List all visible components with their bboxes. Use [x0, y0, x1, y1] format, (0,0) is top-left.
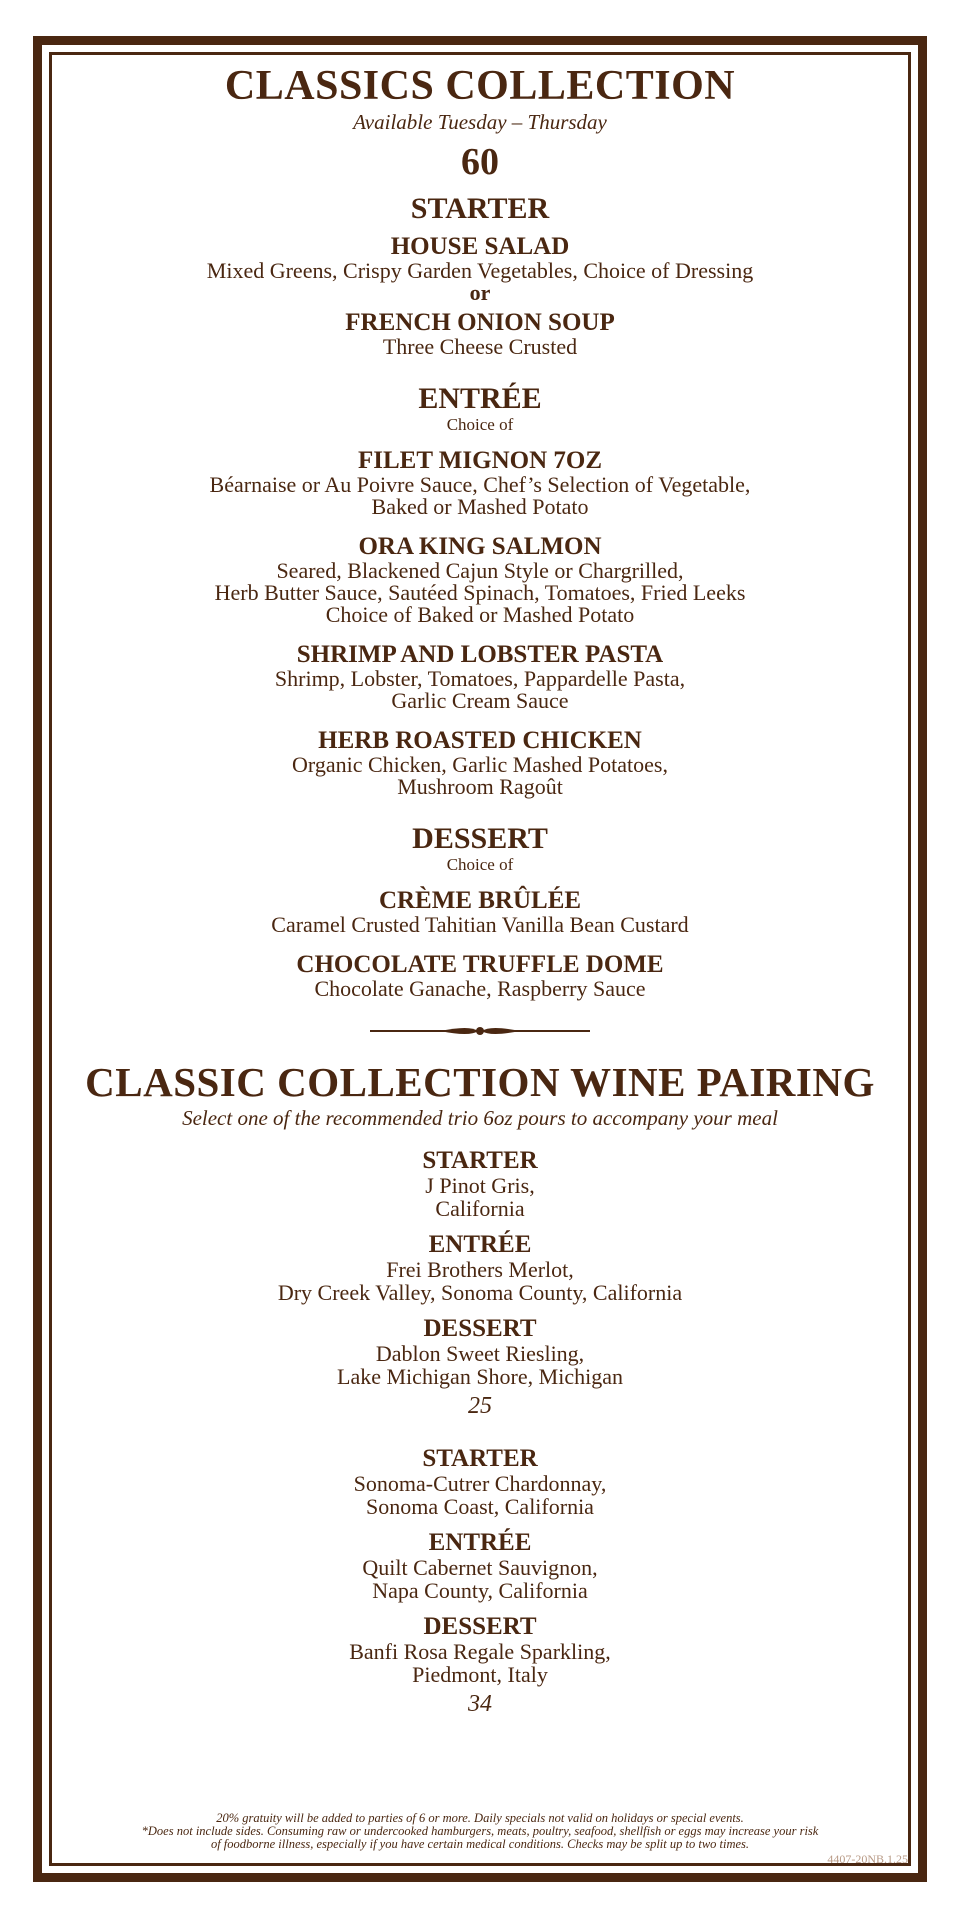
item-name: CRÈME BRÛLÉE: [378, 887, 582, 914]
item-desc: Shrimp, Lobster, Tomatoes, Pappardelle Pasta,: [274, 666, 686, 691]
ornamental-divider: [370, 1020, 590, 1042]
wine-pairing-subtitle: Select one of the recommended trio 6oz pours to accompany your meal: [182, 1106, 778, 1130]
wine-course-heading: DESSERT: [423, 1315, 537, 1342]
item-name: ORA KING SALMON: [358, 533, 602, 560]
item-name: SHRIMP AND LOBSTER PASTA: [296, 641, 664, 668]
item-name: HERB ROASTED CHICKEN: [318, 727, 642, 754]
menu-title: CLASSICS COLLECTION: [224, 63, 736, 109]
dessert-heading: DESSERT: [412, 822, 548, 855]
availability-text: Available Tuesday – Thursday: [353, 110, 607, 134]
wine-course-heading: ENTRÉE: [428, 1231, 532, 1258]
wine-course-heading: ENTRÉE: [428, 1529, 532, 1556]
entree-heading: ENTRÉE: [418, 382, 542, 415]
dessert-choice-note: Choice of: [446, 855, 514, 874]
item-desc: Three Cheese Crusted: [382, 334, 578, 359]
wine-course: [60, 1148, 900, 1220]
footer-line: *Does not include sides. Consuming raw or undercooked hamburgers, meats, poultry, seafood, shellfish or eggs may increase your risk: [141, 1824, 819, 1838]
wine-course-heading: STARTER: [422, 1445, 538, 1472]
wine-line: J Pinot Gris,: [425, 1173, 535, 1198]
menu-item-ora-king-salmon: [60, 534, 900, 626]
entree-choice-note: Choice of: [446, 415, 514, 434]
menu-item-shrimp-lobster-pasta: [60, 642, 900, 712]
item-desc: Caramel Crusted Tahitian Vanilla Bean Custard: [271, 912, 689, 937]
item-desc: Mushroom Ragoût: [397, 774, 563, 799]
wine-pairing-option: [60, 1148, 900, 1420]
wine-line: Napa County, California: [372, 1578, 588, 1603]
wine-course-heading: DESSERT: [423, 1613, 537, 1640]
item-name: CHOCOLATE TRUFFLE DOME: [296, 951, 664, 978]
menu-item-chocolate-truffle-dome: [60, 952, 900, 1000]
footer-line: of foodborne illness, especially if you have certain medical conditions. Checks may be split up to two times.: [210, 1837, 750, 1851]
wine-line: Dry Creek Valley, Sonoma County, California: [277, 1280, 683, 1305]
item-desc: Chocolate Ganache, Raspberry Sauce: [314, 976, 646, 1001]
item-desc: Garlic Cream Sauce: [391, 688, 569, 713]
item-desc: Béarnaise or Au Poivre Sauce, Chef’s Selection of Vegetable,: [209, 472, 751, 497]
wine-course: [60, 1446, 900, 1518]
item-desc: Herb Butter Sauce, Sautéed Spinach, Tomatoes, Fried Leeks: [214, 580, 746, 605]
menu-item-filet-mignon: [60, 448, 900, 518]
menu-price: 60: [461, 141, 499, 183]
footer-disclaimer: [60, 1812, 900, 1851]
item-desc: Seared, Blackened Cajun Style or Chargrilled,: [276, 558, 684, 583]
item-name: HOUSE SALAD: [390, 233, 570, 260]
wine-pairing-price: 25: [468, 1393, 492, 1419]
wine-line: Banfi Rosa Regale Sparkling,: [349, 1639, 611, 1664]
wine-line: Dablon Sweet Riesling,: [375, 1341, 585, 1366]
wine-line: Frei Brothers Merlot,: [386, 1257, 574, 1282]
menu-item-french-onion-soup: [60, 310, 900, 358]
wine-line: Piedmont, Italy: [412, 1662, 548, 1687]
item-desc: Mixed Greens, Crispy Garden Vegetables, Choice of Dressing: [206, 258, 754, 283]
menu-content: [60, 60, 900, 1718]
item-name: FILET MIGNON 7OZ: [357, 447, 603, 474]
item-desc: Baked or Mashed Potato: [371, 494, 589, 519]
wine-course: [60, 1530, 900, 1602]
wine-course: [60, 1614, 900, 1686]
wine-pairing-option: [60, 1446, 900, 1718]
wine-line: Quilt Cabernet Sauvignon,: [362, 1555, 598, 1580]
item-desc: Organic Chicken, Garlic Mashed Potatoes,: [292, 752, 668, 777]
or-separator: or: [469, 280, 491, 305]
menu-code: 4407-20NB.1.25: [827, 1852, 908, 1866]
wine-line: Sonoma-Cutrer Chardonnay,: [353, 1471, 607, 1496]
wine-course: [60, 1316, 900, 1388]
wine-line: Sonoma Coast, California: [366, 1494, 594, 1519]
menu-item-creme-brulee: [60, 888, 900, 936]
menu-item-herb-roasted-chicken: [60, 728, 900, 798]
wine-course: [60, 1232, 900, 1304]
wine-course-heading: STARTER: [422, 1147, 538, 1174]
footer-line: 20% gratuity will be added to parties of 6 or more. Daily specials not valid on holidays or special events.: [216, 1811, 744, 1825]
starter-heading: STARTER: [410, 192, 550, 225]
menu-item-house-salad: [60, 234, 900, 282]
wine-pairing-title: CLASSIC COLLECTION WINE PAIRING: [85, 1059, 875, 1105]
wine-line: Lake Michigan Shore, Michigan: [337, 1364, 623, 1389]
item-desc: Choice of Baked or Mashed Potato: [325, 602, 635, 627]
wine-line: California: [435, 1196, 525, 1221]
wine-pairing-price: 34: [468, 1691, 492, 1717]
item-name: FRENCH ONION SOUP: [345, 309, 615, 336]
